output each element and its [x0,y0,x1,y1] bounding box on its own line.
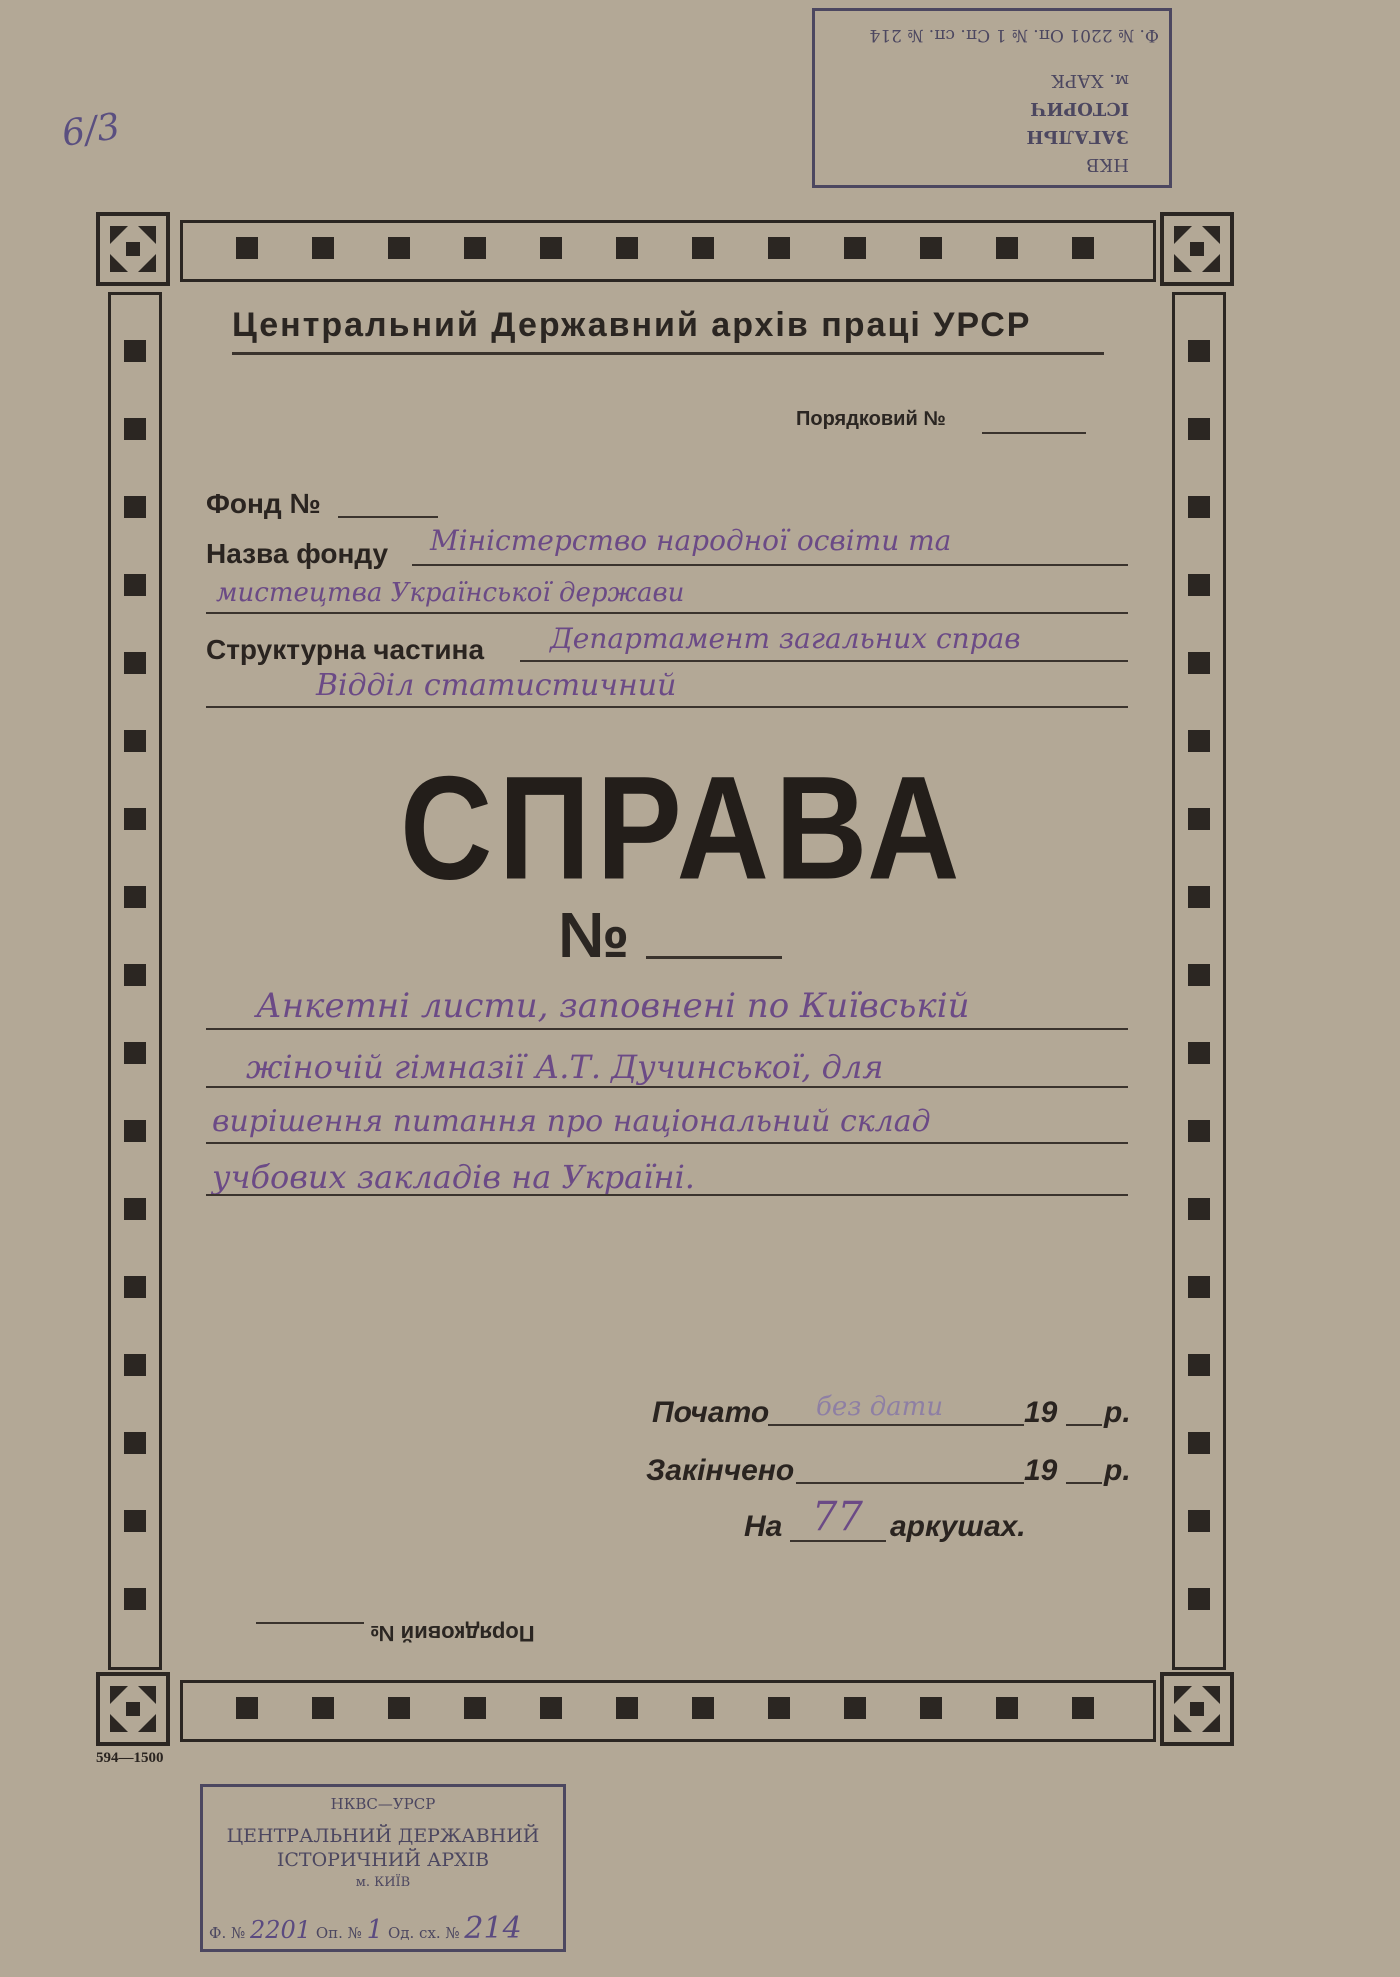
frame-square [540,1697,562,1719]
archive-stamp-top [812,8,1172,188]
frame-square [124,574,146,596]
description-line1: Анкетні листи, заповнені по Київській [256,986,970,1026]
frame-square [1188,1354,1210,1376]
case-number-sign: № [558,899,630,971]
frame-square [1188,964,1210,986]
frame-square [616,237,638,259]
description-line4: учбових закладів на Україні. [212,1158,695,1196]
frame-corner-top-right [1160,212,1234,286]
frame-square [1188,496,1210,518]
stamp-top-fond-line: Ф. № 2201 Оп. № 1 Сп. сп. № 214 [869,25,1159,45]
frame-square [1188,1198,1210,1220]
stamp-bottom-line3: ІСТОРИЧНИЙ АРХІВ [276,1849,490,1871]
bottom-serial-label-inverted: Порядковий № [370,1621,535,1646]
frame-square [1188,340,1210,362]
fond-name-value-line1: Міністерство народної освіти та [430,524,952,557]
frame-square [464,1697,486,1719]
frame-square [124,1432,146,1454]
case-number-line [646,956,782,959]
print-code: 594—1500 [96,1750,164,1766]
frame-square [996,1697,1018,1719]
structural-part-value-line2: Відділ статистичний [316,668,677,703]
started-label: Почато [652,1396,770,1429]
frame-square [1188,418,1210,440]
description-rule3 [206,1142,1128,1144]
frame-square [124,418,146,440]
frame-square [124,496,146,518]
description-line3: вирішення питання про національний склад [212,1104,931,1139]
stamp-top-line4: м. ХАРК [1051,70,1129,91]
frame-square [1072,237,1094,259]
stamp-bottom-fond-row [209,1911,522,1946]
frame-square [236,1697,258,1719]
frame-square [1188,1588,1210,1610]
stamp-top-line1: НКВ [1086,154,1129,175]
frame-square [1188,574,1210,596]
frame-square [124,1042,146,1064]
margin-note: 6/3 [59,106,123,155]
archive-stamp-bottom [200,1784,566,1952]
stamp-item-value: 214 [464,1911,522,1946]
header-underline [232,352,1104,355]
started-line [768,1424,1024,1426]
frame-square [312,237,334,259]
frame-square [124,1588,146,1610]
frame-square [692,1697,714,1719]
stamp-top-line3: ІСТОРИЧ [1030,98,1129,119]
frame-square [616,1697,638,1719]
frame-square [1072,1697,1094,1719]
stamp-op-label: Оп. № [315,1924,362,1942]
frame-square [996,237,1018,259]
frame-square [124,808,146,830]
frame-square [124,1354,146,1376]
sheets-suffix: аркушах. [890,1510,1026,1543]
started-year-prefix: 19 [1024,1396,1058,1429]
stamp-fond-value: 2201 [249,1916,312,1944]
frame-square [1188,808,1210,830]
frame-square [124,1120,146,1142]
frame-square [1188,886,1210,908]
serial-number-line [982,432,1086,434]
frame-square [124,1198,146,1220]
stamp-bottom-line4: м. КИЇВ [355,1875,411,1890]
frame-square [124,340,146,362]
description-rule4 [206,1194,1128,1196]
stamp-fond-label: Ф. № [209,1924,246,1942]
frame-square [1188,652,1210,674]
ended-line [796,1482,1024,1484]
started-year-suffix: р. [1104,1396,1131,1429]
description-rule2 [206,1086,1128,1088]
fond-name-line1 [412,564,1128,566]
sheets-value: 77 [812,1494,863,1540]
ended-year-suffix: р. [1104,1454,1131,1487]
frame-square [768,237,790,259]
started-value: без дати [816,1392,944,1422]
fond-name-line2 [206,612,1128,614]
fond-number-line [338,516,438,518]
frame-square [124,1276,146,1298]
fond-name-value-line2: мистецтва Української держави [216,578,685,608]
case-title: СПРАВА [400,746,966,911]
frame-square [844,237,866,259]
structural-part-line1 [520,660,1128,662]
stamp-top-line2: ЗАГАЛЬН [1026,126,1129,147]
fond-number-label: Фонд № [206,488,321,519]
frame-square [768,1697,790,1719]
sheets-line [790,1540,886,1542]
frame-square [920,1697,942,1719]
frame-square [124,1510,146,1532]
frame-square [1188,730,1210,752]
frame-square [464,237,486,259]
frame-corner-bottom-left [96,1672,170,1746]
frame-corner-bottom-right [1160,1672,1234,1746]
description-line2: жіночій гімназії А.Т. Дучинської, для [246,1048,884,1086]
frame-square [124,730,146,752]
stamp-bottom-line2: ЦЕНТРАЛЬНИЙ ДЕРЖАВНИЙ [226,1825,540,1847]
stamp-item-label: Од. сх. № [387,1924,460,1942]
structural-part-line2 [206,706,1128,708]
frame-square [920,237,942,259]
started-year-line [1066,1424,1102,1426]
frame-square [1188,1120,1210,1142]
frame-square [312,1697,334,1719]
frame-square [124,886,146,908]
frame-square [1188,1510,1210,1532]
archive-header-title: Центральний Державний архів праці УРСР [232,306,1032,344]
stamp-op-value: 1 [366,1915,384,1945]
frame-square [236,237,258,259]
sheets-prefix: На [744,1510,783,1543]
bottom-serial-line [256,1622,364,1624]
frame-square [1188,1042,1210,1064]
ended-year-line [1066,1482,1102,1484]
ended-label: Закінчено [646,1454,795,1487]
frame-square [540,237,562,259]
ended-year-prefix: 19 [1024,1454,1058,1487]
frame-square [692,237,714,259]
frame-square [1188,1276,1210,1298]
stamp-bottom-line1: НКВС—УРСР [330,1795,436,1813]
frame-square [844,1697,866,1719]
frame-square [124,964,146,986]
frame-square [1188,1432,1210,1454]
frame-square [388,1697,410,1719]
frame-square [124,652,146,674]
structural-part-value-line1: Департамент загальних справ [550,622,1021,655]
description-rule1 [206,1028,1128,1030]
fond-name-label: Назва фонду [206,538,389,569]
frame-corner-top-left [96,212,170,286]
serial-number-label: Порядковий № [796,408,946,430]
structural-part-label: Структурна частина [206,634,485,665]
frame-square [388,237,410,259]
